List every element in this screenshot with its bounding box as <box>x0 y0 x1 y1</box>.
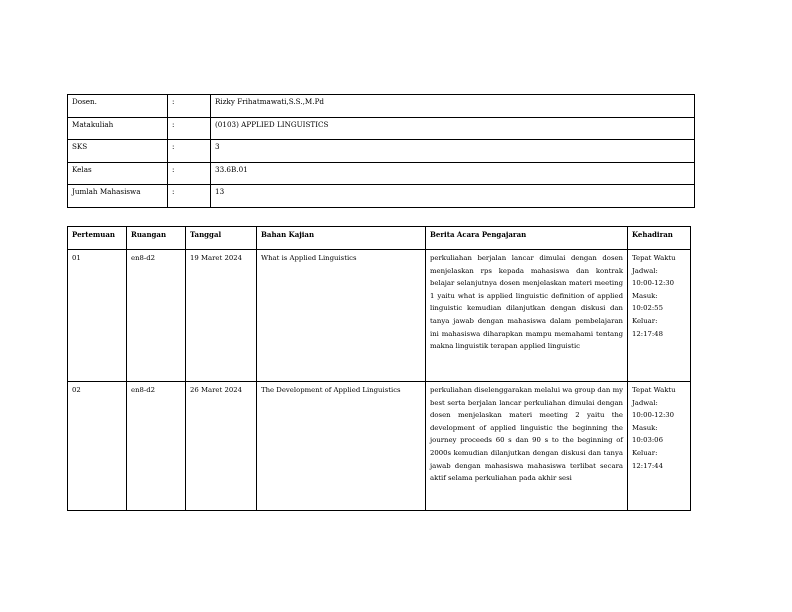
info-separator: : <box>168 140 211 163</box>
cell-kehadiran <box>628 382 691 511</box>
info-label: Dosen. <box>68 95 168 118</box>
course-info-table <box>67 94 695 208</box>
info-row-sks <box>68 140 695 163</box>
kehadiran-jadwal-label: Jadwal: <box>632 398 658 407</box>
kehadiran-jadwal-value: 10:00-12:30 <box>632 279 675 288</box>
header-kehadiran: Kehadiran <box>628 227 691 250</box>
kehadiran-masuk-label: Masuk: <box>632 291 658 300</box>
kehadiran-keluar-label: Keluar: <box>632 448 658 457</box>
info-row-matakuliah <box>68 117 695 140</box>
header-pertemuan: Pertemuan <box>68 227 127 250</box>
info-value: 33.6B.01 <box>211 162 695 185</box>
kehadiran-masuk-value: 10:02:55 <box>632 304 663 313</box>
table-row <box>68 382 691 511</box>
cell-ruangan: en8-d2 <box>127 382 186 511</box>
header-berita-acara: Berita Acara Pengajaran <box>426 227 628 250</box>
schedule-header-row <box>68 227 691 250</box>
cell-berita-acara: perkuliahan diselenggarakan melalui wa group dan my best serta berjalan lancar perkuliahan dimulai dengan dosen menjelaskan materi meeting 2 yaitu the development of applied linguistic the beginning the journey proceeds 60 s dan 90 s to the beginning of 2000s kemudian dilanjutkan dengan diskusi dan tanya jawab dengan mahasiswa mahasiswa terlibat secara aktif selama perkuliahan pada akhir sesi <box>426 382 628 511</box>
kehadiran-jadwal-label: Jadwal: <box>632 266 658 275</box>
kehadiran-masuk-value: 10:03:06 <box>632 436 663 445</box>
kehadiran-keluar-value: 12:17:44 <box>632 461 663 470</box>
cell-pertemuan: 01 <box>68 250 127 382</box>
kehadiran-keluar-value: 12:17:48 <box>632 329 663 338</box>
info-separator: : <box>168 185 211 208</box>
cell-berita-acara: perkuliahan berjalan lancar dimulai dengan dosen menjelaskan rps kepada mahasiswa dan kontrak belajar selanjutnya dosen menjelaskan materi meeting 1 yaitu what is applied linguistic definition of applied linguistic kemudian dilanjutkan dengan diskusi dan tanya jawab dengan mahasiswa dalam pembelajaran ini mahasiswa diharapkan mampu memahami tentang makna linguistik terapan applied linguistic <box>426 250 628 382</box>
info-label: Matakuliah <box>68 117 168 140</box>
table-row <box>68 250 691 382</box>
cell-bahan-kajian: What is Applied Linguistics <box>257 250 426 382</box>
info-label: Kelas <box>68 162 168 185</box>
info-value: 13 <box>211 185 695 208</box>
info-value: Rizky Frihatmawati,S.S.,M.Pd <box>211 95 695 118</box>
info-separator: : <box>168 95 211 118</box>
info-value: 3 <box>211 140 695 163</box>
info-value: (0103) APPLIED LINGUISTICS <box>211 117 695 140</box>
kehadiran-status: Tepat Waktu <box>632 254 676 262</box>
header-ruangan: Ruangan <box>127 227 186 250</box>
cell-kehadiran <box>628 250 691 382</box>
cell-tanggal: 26 Maret 2024 <box>186 382 257 511</box>
cell-tanggal: 19 Maret 2024 <box>186 250 257 382</box>
info-label: SKS <box>68 140 168 163</box>
schedule-table <box>67 226 691 511</box>
info-separator: : <box>168 162 211 185</box>
header-bahan-kajian: Bahan Kajian <box>257 227 426 250</box>
cell-pertemuan: 02 <box>68 382 127 511</box>
info-label: Jumlah Mahasiswa <box>68 185 168 208</box>
cell-ruangan: en8-d2 <box>127 250 186 382</box>
kehadiran-keluar-label: Keluar: <box>632 316 658 325</box>
info-row-kelas <box>68 162 695 185</box>
kehadiran-status: Tepat Waktu <box>632 386 676 394</box>
kehadiran-jadwal-value: 10:00-12:30 <box>632 411 675 420</box>
header-tanggal: Tanggal <box>186 227 257 250</box>
cell-bahan-kajian: The Development of Applied Linguistics <box>257 382 426 511</box>
info-row-dosen <box>68 95 695 118</box>
kehadiran-masuk-label: Masuk: <box>632 423 658 432</box>
info-row-jumlah-mahasiswa <box>68 185 695 208</box>
info-separator: : <box>168 117 211 140</box>
